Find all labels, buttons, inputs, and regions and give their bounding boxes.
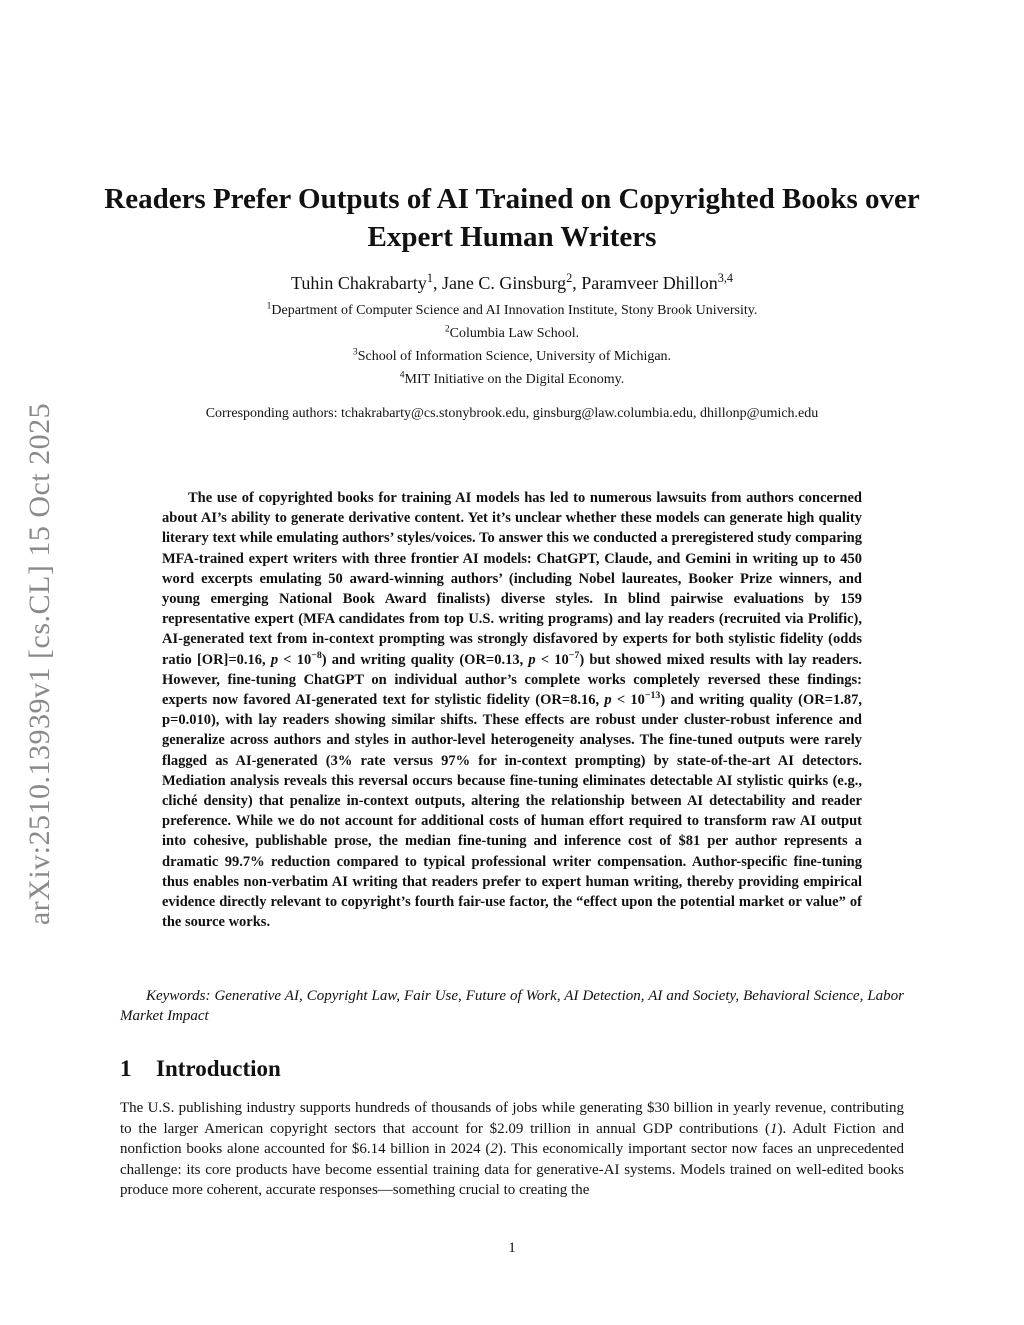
author-affil-marker: 1 xyxy=(426,271,433,285)
abstract xyxy=(162,488,862,932)
section-number: 1 xyxy=(120,1056,132,1081)
math-exponent: −13 xyxy=(644,690,661,702)
author-affil-marker: 2 xyxy=(566,271,573,285)
abstract-text: The use of copyrighted books for training AI models has led to numerous lawsuits from authors concerned about AI’s ability to generate derivative content. Yet it’s unclear whether these models can generate high quality literary text while emulating authors’ styles/voices. To answer this we conducted a preregistered study comparing MFA-trained expert writers with three frontier AI models: ChatGPT, Claude, and Gemini in writing up to 450 word excerpts emulating 50 award-winning authors’ (including Nobel laureates, Booker Prize winners, and young emerging National Book Award finalists) diverse styles. In blind pairwise evaluations by 159 representative expert (MFA candidates from top U.S. writing programs) and lay readers (recruited via Prolific), AI-generated text from in-context prompting was strongly disfavored by experts for both stylistic fidelity (odds ratio [OR]=0.16, xyxy=(162,490,862,668)
body-text: The U.S. publishing industry supports hundreds of thousands of jobs while generating $30 billion in yearly revenue, contributing to the larger American copyright sectors that account for $2.09 trillion in annual GDP contributions ( xyxy=(120,1100,904,1137)
math-symbol: p xyxy=(604,692,612,709)
corresponding-authors: Corresponding authors: tchakrabarty@cs.stonybrook.edu, ginsburg@law.columbia.edu, dhillonp@umich.edu xyxy=(205,406,819,421)
math-operator: < xyxy=(611,692,631,709)
affiliation-marker: 1 xyxy=(266,301,272,312)
math-exponent: −8 xyxy=(311,649,322,661)
intro-paragraph xyxy=(120,1098,904,1201)
author-name: Jane C. Ginsburg xyxy=(441,273,567,293)
author-list: Tuhin Chakrabarty$^1$, Jane C. Ginsburg$^2$, Paramveer Dhillon$^{3,4}$ xyxy=(290,271,733,293)
math-exponent: −7 xyxy=(568,649,580,661)
math-symbol: p xyxy=(270,651,279,668)
citation[interactable]: 1 xyxy=(769,1120,778,1137)
author-affil-marker: 3,4 xyxy=(717,271,733,285)
math-base: 10 xyxy=(296,651,312,668)
section-title: Introduction xyxy=(156,1056,281,1081)
section-heading xyxy=(120,1054,281,1084)
page-number: 1 xyxy=(508,1240,516,1256)
keywords: Keywords: Generative AI, Copyright Law, Fair Use, Future of Work, AI Detection, AI and Society, Behavioral Science, Labor Market Impact xyxy=(120,988,904,1024)
abstract-text: ) and writing quality (OR=1.87, p=0.010), with lay readers showing similar shifts. These effects are robust under cluster-robust inference and generalize across authors and styles in author-level heterogeneity analyses. The fine-tuned outputs were rarely flagged as AI-generated (3% rate versus 97% for in-context prompting) by state-of-the-art AI detectors. Mediation analysis reveals this reversal occurs because fine-tuning eliminates detectable AI stylistic quirks (e.g., cliché density) that penalize in-context outputs, altering the relationship between AI detectability and reader preference. While we do not account for additional costs of human effort required to transform raw AI output into cohesive, publishable prose, the median fine-tuning and inference cost of $81 per author represents a dramatic 99.7% reduction compared to typical professional writer compensation. Author-specific fine-tuning thus enables non-verbatim AI writing that readers prefer to expert human writing, thereby providing empirical evidence directly relevant to copyright’s fourth fair-use factor, the “effect upon the potential market or value” of the source works. xyxy=(162,692,862,931)
affiliation-text: Columbia Law School. xyxy=(449,326,580,341)
body-text: ). This economically important sector now faces an unprecedented challenge: its core products have become essential training data for generative-AI systems. Models trained on well-edited books produce more coherent, accurate responses—something crucial to creating the xyxy=(120,1141,904,1198)
abstract-text: ) and writing quality (OR=0.13, xyxy=(321,651,529,668)
author-name: Tuhin Chakrabarty xyxy=(290,273,427,293)
body-text: ). Adult Fiction and nonfiction books alone accounted for $6.14 billion in 2024 ( xyxy=(120,1120,905,1157)
affiliation-text: School of Information Science, University of Michigan. xyxy=(357,349,672,364)
affiliation-text: MIT Initiative on the Digital Economy. xyxy=(404,372,625,387)
affiliation-marker: 2 xyxy=(444,324,450,335)
affiliation-text: Department of Computer Science and AI Innovation Institute, Stony Brook University. xyxy=(271,303,758,318)
affiliation xyxy=(100,322,924,345)
affiliation xyxy=(100,368,924,391)
paper-title: Readers Prefer Outputs of AI Trained on Copyrighted Books over Expert Human Writers xyxy=(104,183,920,253)
affiliation-marker: 4 xyxy=(399,370,405,381)
affiliation xyxy=(100,345,924,368)
math-symbol: p xyxy=(528,651,536,668)
math-operator: < xyxy=(535,651,555,668)
math-base: 10 xyxy=(554,651,569,668)
math-base: 10 xyxy=(630,692,645,709)
author-name: Paramveer Dhillon xyxy=(581,273,718,293)
math-operator: < xyxy=(278,651,297,668)
arxiv-identifier: arXiv:2510.13939v1 [cs.CL] 15 Oct 2025 xyxy=(23,402,57,926)
citation[interactable]: 2 xyxy=(490,1141,498,1157)
arxiv-stamp xyxy=(0,364,80,964)
affiliation-list xyxy=(100,299,924,391)
abstract-text: ) but showed mixed results with lay readers. However, fine-tuning ChatGPT on individual author’s complete works completely reversed these findings: experts now favored AI-generated text for stylistic fidelity (OR=8.16, xyxy=(162,651,863,709)
affiliation-marker: 3 xyxy=(352,347,358,358)
affiliation xyxy=(100,299,924,322)
